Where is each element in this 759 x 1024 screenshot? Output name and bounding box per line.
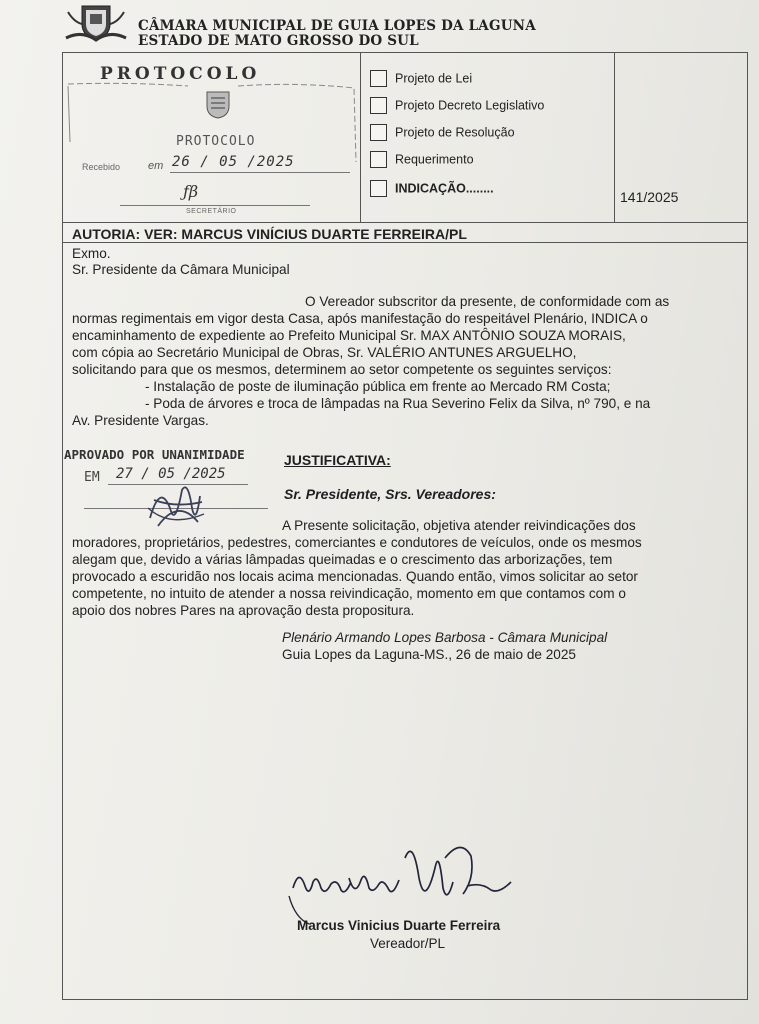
option-label: Projeto Decreto Legislativo: [395, 98, 545, 113]
secretary-initials: ƒβ: [183, 182, 199, 201]
justification-salutation: Sr. Presidente, Srs. Vereadores:: [284, 486, 496, 502]
secretary-line: [120, 205, 310, 206]
protocol-title: PROTOCOLO: [100, 64, 261, 84]
header-line-1: CÂMARA MUNICIPAL DE GUIA LOPES DA LAGUNA: [138, 18, 536, 34]
approval-date: 27 / 05 /2025: [116, 466, 226, 482]
option-label: Requerimento: [395, 152, 474, 167]
body-line: encaminhamento de expediente ao Prefeito Municipal Sr. MAX ANTÔNIO SOUZA MORAIS,: [72, 328, 626, 343]
approval-stamp: APROVADO POR UNANIMIDADE: [64, 447, 245, 462]
justification-line: apoio dos nobres Pares na aprovação desta propositura.: [72, 603, 415, 618]
body-line: - Poda de árvores e troca de lâmpadas na Rua Severino Felix da Silva, nº 790, e na: [145, 396, 651, 411]
divider: [360, 52, 361, 222]
body-line: Av. Presidente Vargas.: [72, 413, 209, 428]
option-indicacao[interactable]: [370, 180, 494, 197]
greeting-line-2: Sr. Presidente da Câmara Municipal: [72, 262, 290, 277]
option-label: Projeto de Lei: [395, 71, 473, 86]
stamp-received-label: Recebido: [82, 162, 121, 172]
justification-line: moradores, proprietários, pedestres, comerciantes e condutores de veículos, onde os mesmos: [72, 535, 642, 550]
closing-line-1: Plenário Armando Lopes Barbosa - Câmara Municipal: [282, 630, 608, 645]
option-projeto-resolucao[interactable]: [370, 124, 515, 141]
checkbox[interactable]: [370, 151, 387, 168]
handwritten-signature: [285, 838, 525, 928]
date-underline: [170, 172, 350, 173]
body-line: com cópia ao Secretário Municipal de Obras, Sr. VALÉRIO ANTUNES ARGUELHO,: [72, 345, 577, 360]
secretary-label: SECRETÁRIO: [186, 208, 237, 215]
option-label: INDICAÇÃO........: [395, 181, 494, 196]
body-line: normas regimentais em vigor desta Casa, após manifestação do respeitável Plenário, INDICA o: [72, 311, 648, 326]
closing-line-2: Guia Lopes da Laguna-MS., 26 de maio de 2025: [282, 647, 576, 662]
option-projeto-lei[interactable]: [370, 70, 472, 87]
option-requerimento[interactable]: [370, 151, 474, 168]
stamp-protocol-label: PROTOCOLO: [176, 134, 256, 149]
checkbox[interactable]: [370, 180, 387, 197]
justification-line: alegam que, devido a várias lâmpadas queimadas e o crescimento das arborizações, tem: [72, 552, 613, 567]
divider: [62, 222, 748, 223]
divider: [614, 52, 615, 222]
divider: [62, 242, 748, 243]
justification-line: competente, no intuito de atender a nossa reivindicação, momento em que contamos com o: [72, 586, 626, 601]
document-number: 141/2025: [620, 189, 679, 205]
autoria: AUTORIA: VER: MARCUS VINÍCIUS DUARTE FERREIRA/PL: [72, 226, 467, 242]
approval-em-label: EM: [84, 470, 100, 485]
approval-signature-scribble: [140, 478, 210, 534]
body-line: solicitando para que os mesmos, determinem ao setor competente os seguintes serviços:: [72, 362, 612, 377]
justification-line: provocado a escuridão nos locais acima mencionadas. Quando então, vimos solicitar ao setor: [72, 569, 638, 584]
checkbox[interactable]: [370, 124, 387, 141]
option-decreto-legislativo[interactable]: [370, 97, 544, 114]
signatory-role: Vereador/PL: [370, 936, 446, 951]
protocol-date: 26 / 05 /2025: [172, 154, 295, 170]
checkbox[interactable]: [370, 70, 387, 87]
greeting-line-1: Exmo.: [72, 246, 111, 261]
signatory-name: Marcus Vinicius Duarte Ferreira: [297, 918, 501, 933]
header-line-2: ESTADO DE MATO GROSSO DO SUL: [138, 33, 419, 49]
body-line: - Instalação de poste de iluminação pública em frente ao Mercado RM Costa;: [145, 379, 611, 394]
justification-line: A Presente solicitação, objetiva atender reivindicações dos: [282, 518, 636, 533]
justification-title: JUSTIFICATIVA:: [284, 452, 391, 468]
body-line: O Vereador subscritor da presente, de conformidade com as: [305, 294, 670, 309]
stamp-crest-icon: [203, 88, 233, 120]
option-label: Projeto de Resolução: [395, 125, 515, 140]
stamp-em-label: em: [148, 160, 164, 172]
checkbox[interactable]: [370, 97, 387, 114]
coat-of-arms-icon: [62, 2, 130, 42]
